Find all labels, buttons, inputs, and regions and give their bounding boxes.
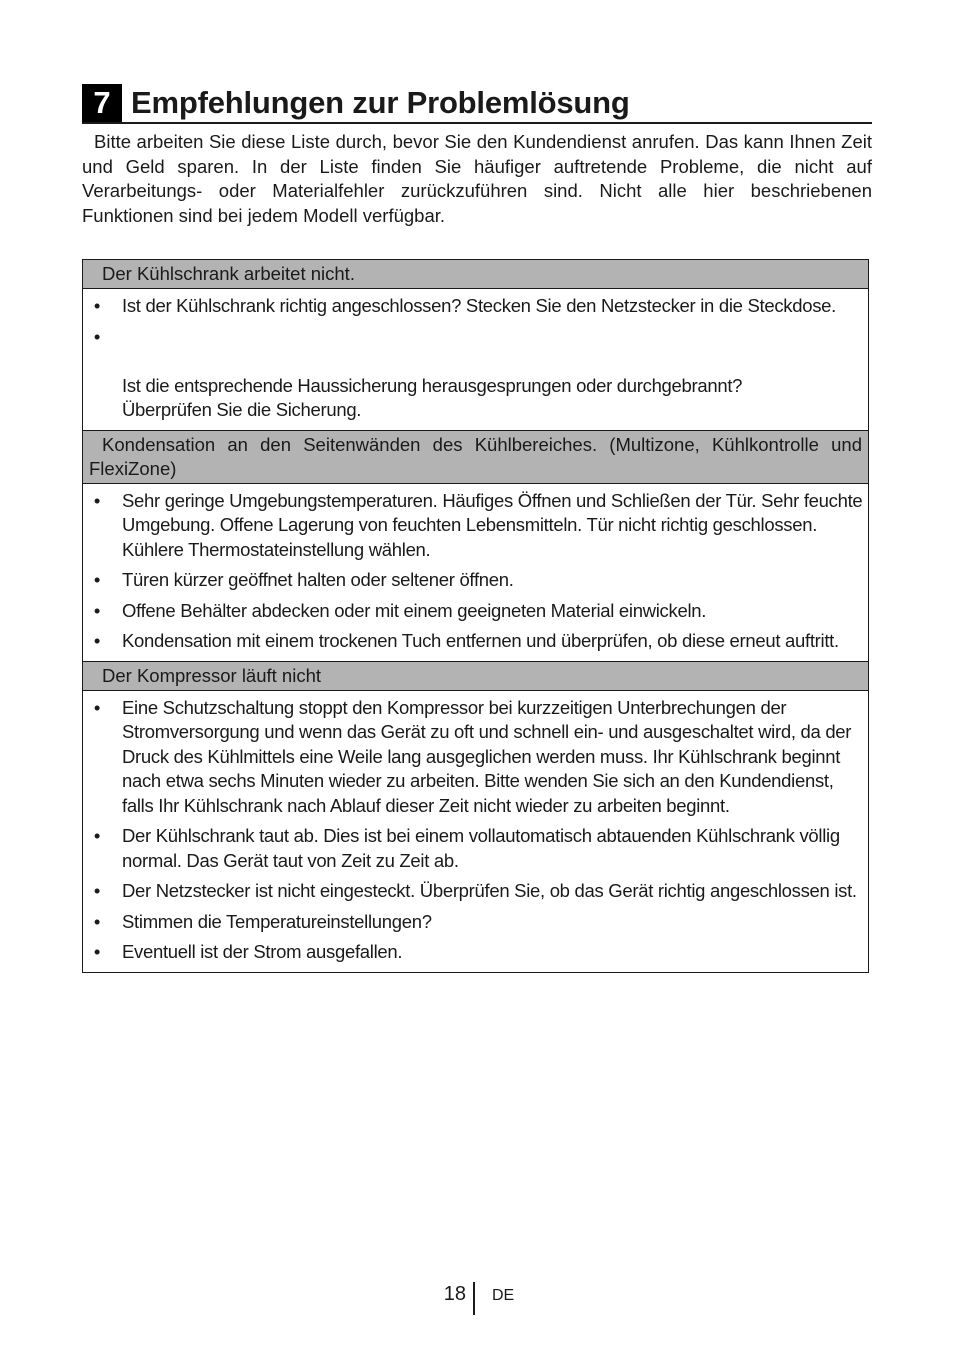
bullet-icon: • (93, 696, 101, 718)
bullet-icon: • (93, 325, 101, 347)
list-item (83, 599, 868, 624)
list-item (83, 910, 868, 935)
list-item (83, 629, 868, 654)
section-number: 7 (82, 84, 122, 122)
list-item (83, 489, 868, 563)
language-code: DE (492, 1287, 515, 1304)
list-item-text: Eventuell ist der Strom ausgefallen. (122, 941, 403, 962)
list-item (83, 940, 868, 965)
bullet-icon: • (93, 825, 101, 846)
list-item (83, 824, 868, 873)
bullet-icon: • (93, 599, 101, 621)
section-body (83, 289, 868, 431)
intro-paragraph: Bitte arbeiten Sie diese Liste durch, bevor Sie den Kundendienst anrufen. Das kann Ihnen Zeit und Geld sparen. In der Liste finden Sie häufiger auftretende Probleme, die nicht auf Verarbeitungs- oder Materialfehler zurückzuführen sind. Nicht alle hier beschriebenen Funktionen sind bei jedem Modell verfügbar. (82, 131, 872, 226)
page-number: 18 (443, 1283, 466, 1305)
footer-divider (473, 1282, 475, 1315)
list-item-text: Eine Schutzschaltung stoppt den Kompressor bei kurzzeitigen Unterbrechungen der Stromversorgung und wenn das Gerät zu oft und schnell ein- und ausgeschaltet wird, da der Druck des Kühlmittels eine Weile lang ausgeglichen werden muss. Ihr Kühlschrank beginnt nach etwa sechs Minuten wieder zu arbeiten. Bitte wenden Sie sich an den Kundendienst, falls Ihr Kühlschrank nach Ablauf dieser Zeit nicht wieder zu arbeiten beginnt. (122, 696, 852, 816)
bullet-icon: • (93, 569, 101, 590)
list-item (83, 568, 868, 593)
list-item-text: Offene Behälter abdecken oder mit einem geeigneten Material einwickeln. (122, 599, 707, 621)
list-item-text: Sehr geringe Umgebungstemperaturen. Häufiges Öffnen und Schließen der Tür. Sehr feuchte Umgebung. Offene Lagerung von feuchten Lebensmitteln. Tür nicht richtig geschlossen. Kühlere Thermostateinstellung wählen. (122, 489, 863, 560)
section-header: Kondensation an den Seitenwänden des Kühlbereiches. (Multizone, Kühlkontrolle und FlexiZone) (83, 431, 868, 484)
list-item (83, 294, 868, 319)
section-header: Der Kühlschrank arbeitet nicht. (83, 260, 868, 289)
list-item-text: Ist der Kühlschrank richtig angeschlossen? Stecken Sie den Netzstecker in die Steckdose. (122, 295, 836, 316)
bullet-icon: • (93, 295, 101, 316)
list-item-text: Stimmen die Temperatureinstellungen? (122, 910, 432, 932)
section-header: Der Kompressor läuft nicht (83, 662, 868, 691)
section-body (83, 484, 868, 662)
list-item-text: Der Netzstecker ist nicht eingesteckt. Überprüfen Sie, ob das Gerät richtig angeschlossen ist. (122, 880, 857, 901)
bullet-icon: • (93, 489, 101, 511)
section-heading (82, 82, 872, 124)
page-title: Empfehlungen zur Problemlösung (131, 85, 630, 120)
bullet-icon: • (93, 910, 101, 932)
troubleshooting-table (82, 259, 869, 973)
bullet-icon: • (93, 880, 101, 901)
list-item-text: Kondensation mit einem trockenen Tuch entfernen und überprüfen, ob diese erneut auftritt. (122, 630, 839, 651)
section-body (83, 691, 868, 972)
list-item-text: Türen kürzer geöffnet halten oder seltener öffnen. (122, 569, 514, 590)
bullet-icon: • (93, 630, 101, 651)
list-item (83, 696, 868, 819)
bullet-icon: • (93, 941, 101, 962)
list-item-text: Ist die entsprechende Haussicherung herausgesprungen oder durchgebrannt? Überprüfen Sie die Sicherung. (122, 374, 743, 420)
list-item (83, 325, 868, 423)
list-item-text: Der Kühlschrank taut ab. Dies ist bei einem vollautomatisch abtauenden Kühlschrank völlig normal. Das Gerät taut von Zeit zu Zeit ab. (122, 825, 840, 871)
list-item (83, 879, 868, 904)
